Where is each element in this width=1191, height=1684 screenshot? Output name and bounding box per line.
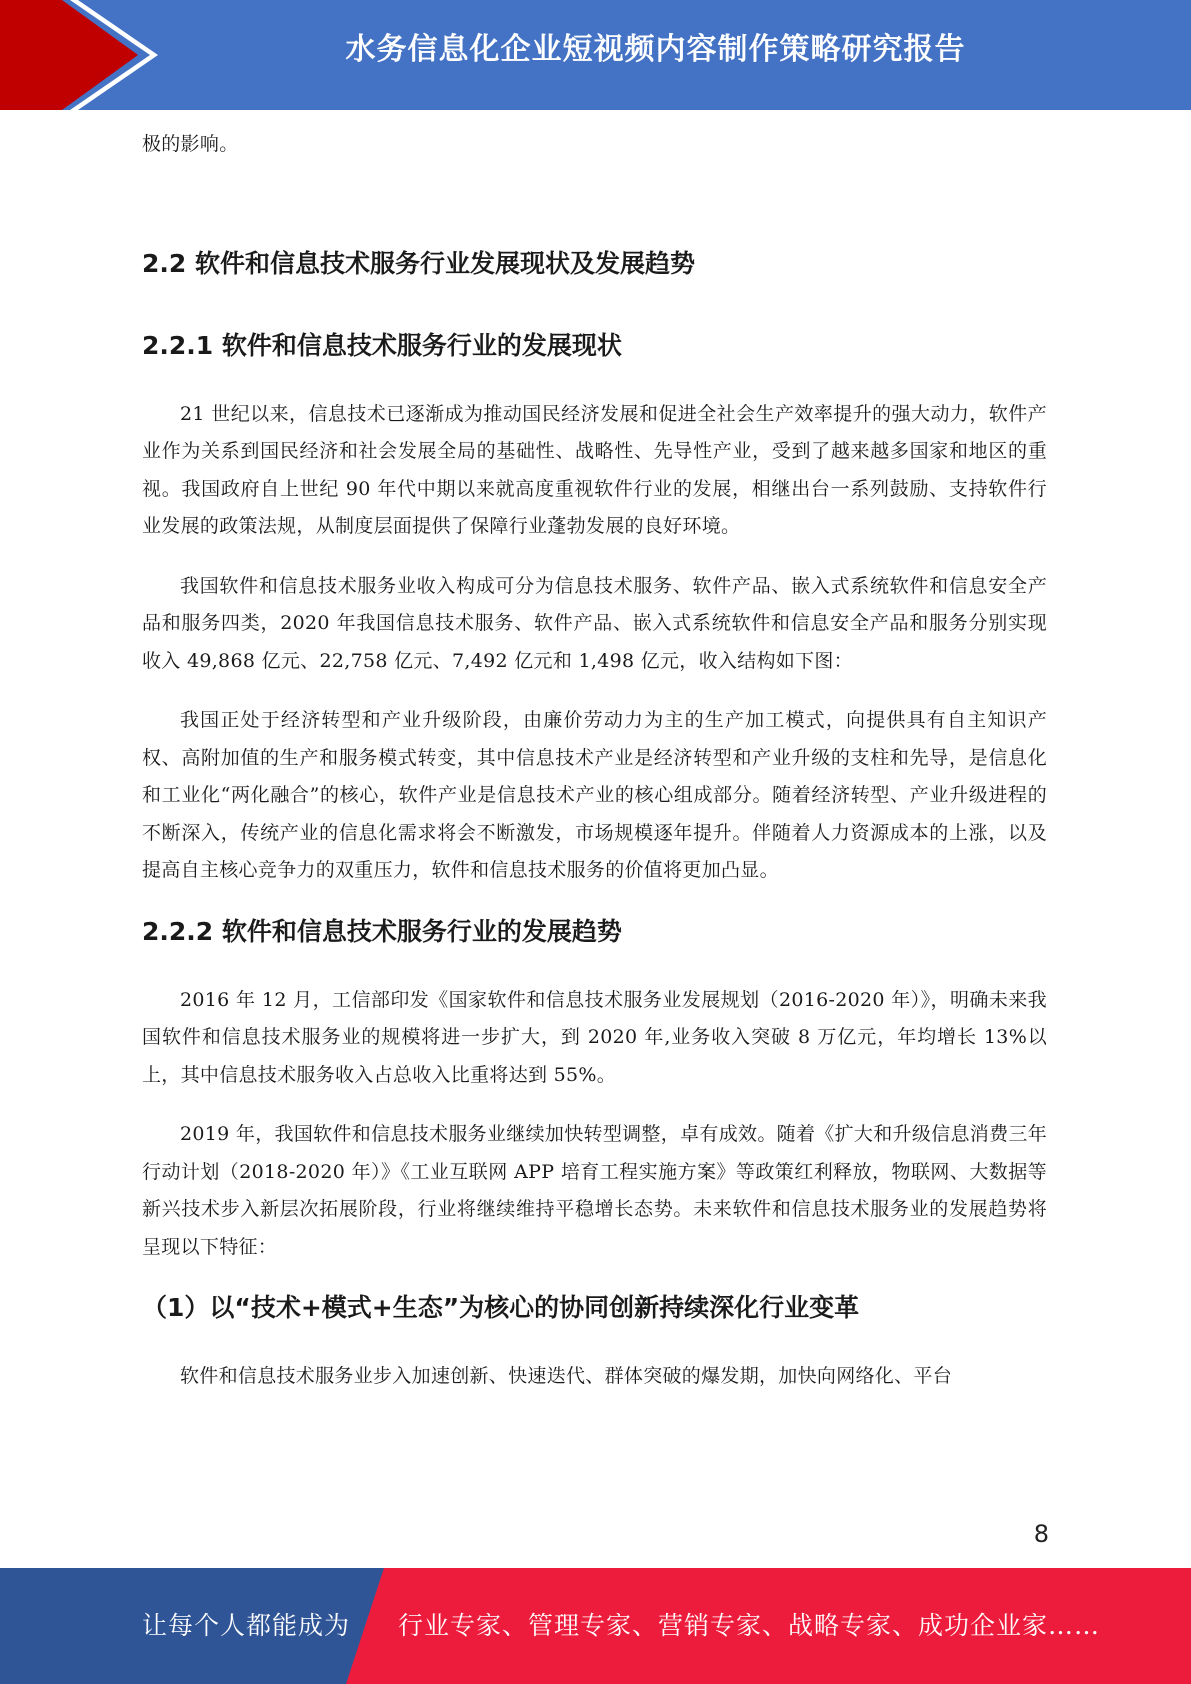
paragraph: 2019 年，我国软件和信息技术服务业继续加快转型调整，卓有成效。随着《扩大和升级信息消费三年行动计划（2018-2020 年）》《工业互联网 APP 培育工程实施方案》等政策红利释放，物联网、大数据等新兴技术步入新层次拓展阶段，行业将继续维持平稳增长态势。未来软件和信息技术服务业的发展趋势将呈现以下特征： — [142, 1123, 1047, 1258]
section-2-2-1-heading: 2.2.1 软件和信息技术服务行业的发展现状 — [142, 330, 622, 360]
header-title: 水务信息化企业短视频内容制作策略研究报告 — [345, 32, 966, 67]
document-body — [142, 126, 1047, 1396]
page-footer — [0, 1568, 1191, 1684]
intro-tail-text: 极的影响。 — [142, 133, 239, 155]
footer-slogan-right: 行业专家、管理专家、营销专家、战略专家、成功企业家…… — [398, 1611, 1101, 1640]
section-2-2-2-heading: 2.2.2 软件和信息技术服务行业的发展趋势 — [142, 916, 622, 946]
paragraph: 我国正处于经济转型和产业升级阶段，由廉价劳动力为主的生产加工模式，向提供具有自主知识产权、高附加值的生产和服务模式转变，其中信息技术产业是经济转型和产业升级的支柱和先导，是信息化和工业化“两化融合”的核心，软件产业是信息技术产业的核心组成部分。随着经济转型、产业升级进程的不断深入，传统产业的信息化需求将会不断激发，市场规模逐年提升。伴随着人力资源成本的上涨，以及提高自主核心竞争力的双重压力，软件和信息技术服务的价值将更加凸显。 — [142, 709, 1047, 881]
subsection-1-heading: （1）以“技术+模式+生态”为核心的协同创新持续深化行业变革 — [142, 1293, 860, 1322]
section-2-2-heading: 2.2 软件和信息技术服务行业发展现状及发展趋势 — [142, 248, 695, 278]
footer-slogan-left: 让每个人都能成为 — [142, 1611, 351, 1640]
paragraph: 软件和信息技术服务业步入加速创新、快速迭代、群体突破的爆发期，加快向网络化、平台 — [180, 1365, 953, 1387]
paragraph: 21 世纪以来，信息技术已逐渐成为推动国民经济发展和促进全社会生产效率提升的强大动力，软件产业作为关系到国民经济和社会发展全局的基础性、战略性、先导性产业，受到了越来越多国家和地区的重视。我国政府自上世纪 90 年代中期以来就高度重视软件行业的发展，相继出台一系列鼓励、支持软件行业发展的政策法规，从制度层面提供了保障行业蓬勃发展的良好环境。 — [142, 402, 1047, 537]
page-header — [0, 0, 1191, 110]
paragraph: 2016 年 12 月，工信部印发《国家软件和信息技术服务业发展规划（2016-2020 年）》，明确未来我国软件和信息技术服务业的规模将进一步扩大，到 2020 年,业务收入突破 8 万亿元，年均增长 13%以上，其中信息技术服务收入占总收入比重将达到 55%。 — [142, 988, 1047, 1086]
page-number: 8 — [1033, 1520, 1049, 1548]
paragraph: 我国软件和信息技术服务业收入构成可分为信息技术服务、软件产品、嵌入式系统软件和信息安全产品和服务四类，2020 年我国信息技术服务、软件产品、嵌入式系统软件和信息安全产品和服务分别实现收入 49,868 亿元、22,758 亿元、7,492 亿元和 1,498 亿元，收入结构如下图： — [142, 574, 1047, 672]
